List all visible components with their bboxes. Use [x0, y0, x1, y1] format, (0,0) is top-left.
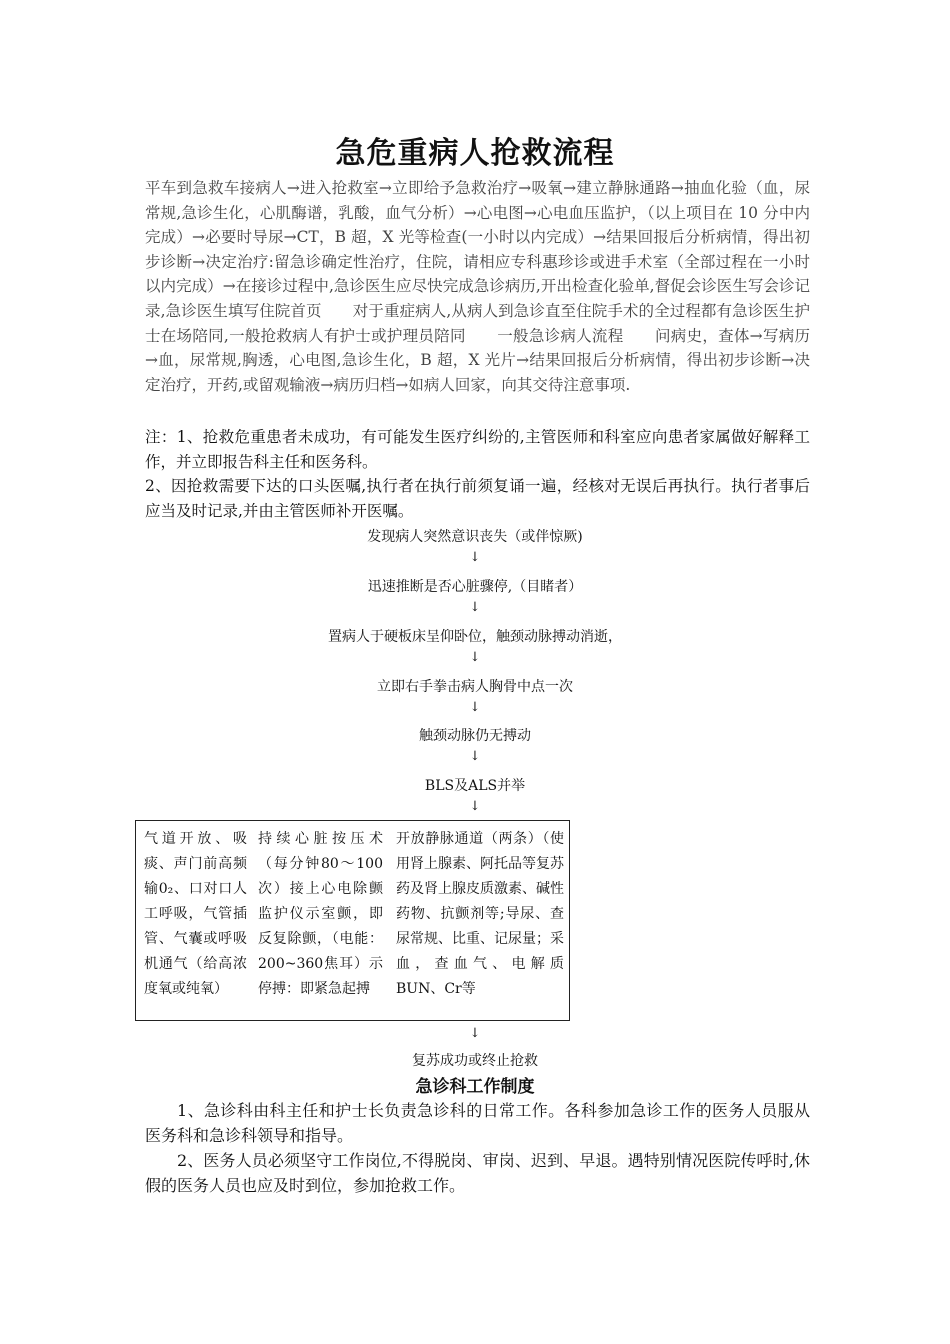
- flow-arrow-down-icon: ↓: [469, 749, 481, 764]
- note-2: 2、因抢救需要下达的口头医嘱,执行者在执行前须复诵一遍，经核对无误后再执行。执行者事后应当及时记录,并由主管医师补开医嘱。: [145, 477, 810, 520]
- flow-arrow-down-icon: ↓: [469, 1026, 481, 1041]
- treatment-box: [135, 820, 570, 1021]
- rule-paragraph-2: 2、医务人员必须坚守工作岗位,不得脱岗、审岗、迟到、早退。遇特别情况医院传呼时,休假的医务人员也应及时到位，参加抢救工作。: [145, 1151, 810, 1195]
- flow-arrow-down-icon: ↓: [469, 600, 481, 615]
- flow-step-6: BLS及ALS并举: [424, 778, 526, 794]
- flow-step-2: 迅速推断是否心脏骤停,（目睹者）: [367, 579, 583, 595]
- intro-paragraph: 平车到急救车接病人→进入抢救室→立即给予急救治疗→吸氧→建立静脉通路→抽血化验（血，尿常规,急诊生化，心肌酶谱，乳酸，血气分析）→心电图→心电血压监护，（以上项目在 10 分中内完成）→必要时导尿→CT，B 超，X 光等检查(一小时以内完成）→结果回报后分析病情，得出初步诊断→决定治疗:留急诊确定性治疗，住院，请相应专科惠珍诊或进手术室（全部过程在一小时以内完成）→在接诊过程中,急诊医生应尽快完成急诊病历,开出检查化验单,督促会诊医生写会诊记录,急诊医生填写住院首页 对于重症病人,从病人到急诊直至住院手术的全过程都有急诊医生护士在场陪同,一般抢救病人有护士或护理员陪同 一般急诊病人流程 问病史，查体→写病历→血，尿常规,胸透，心电图,急诊生化，B 超，X 光片→结果回报后分析病情，得出初步诊断→决定治疗，开药,或留观输液→病历归档→如病人回家，向其交待注意事项.: [145, 179, 810, 394]
- note-1: 注：1、抢救危重患者未成功，有可能发生医疗纠纷的,主管医师和科室应向患者家属做好解释工作，并立即报告科主任和医务科。: [145, 428, 810, 471]
- rule-paragraph-1: 1、急诊科由科主任和护士长负责急诊科的日常工作。各科参加急诊工作的医务人员服从医务科和急诊科领导和指导。: [145, 1101, 810, 1145]
- section-title: 急诊科工作制度: [415, 1077, 535, 1097]
- flow-arrow-down-icon: ↓: [469, 650, 481, 665]
- flow-arrow-down-icon: ↓: [469, 799, 481, 814]
- page-title: 急危重病人抢救流程: [335, 136, 615, 171]
- flow-step-5: 触颈动脉仍无搏动: [419, 728, 531, 744]
- flow-step-3: 置病人于硬板床呈仰卧位，触颈动脉搏动消逝，: [328, 629, 622, 645]
- flow-step-4: 立即右手拳击病人胸骨中点一次: [377, 679, 573, 695]
- flow-arrow-down-icon: ↓: [469, 550, 481, 565]
- flow-final-step: 复苏成功或终止抢救: [412, 1053, 538, 1069]
- flow-step-1: 发现病人突然意识丧失（或伴惊厥): [367, 529, 583, 545]
- cardiac-column: 持续心脏按压术（每分钟80～100次）接上心电除颤监护仪示室颤，即反复除颤，（电能：200~360焦耳）示停搏：即紧急起搏: [258, 831, 383, 997]
- venous-column: 开放静脉通道（两条）（使用肾上腺素、阿托品等复苏药及肾上腺皮质激素、碱性药物、抗颤剂等;导尿、查尿常规、比重、记尿量；采血，查血气、电解质BUN、Cr等: [396, 831, 564, 997]
- flow-arrow-down-icon: ↓: [469, 700, 481, 715]
- airway-column: 气道开放、吸痰、声门前高频输0₂、口对口人工呼吸，气管插管、气囊或呼吸机通气（给高浓度氧或纯氧）: [144, 831, 247, 997]
